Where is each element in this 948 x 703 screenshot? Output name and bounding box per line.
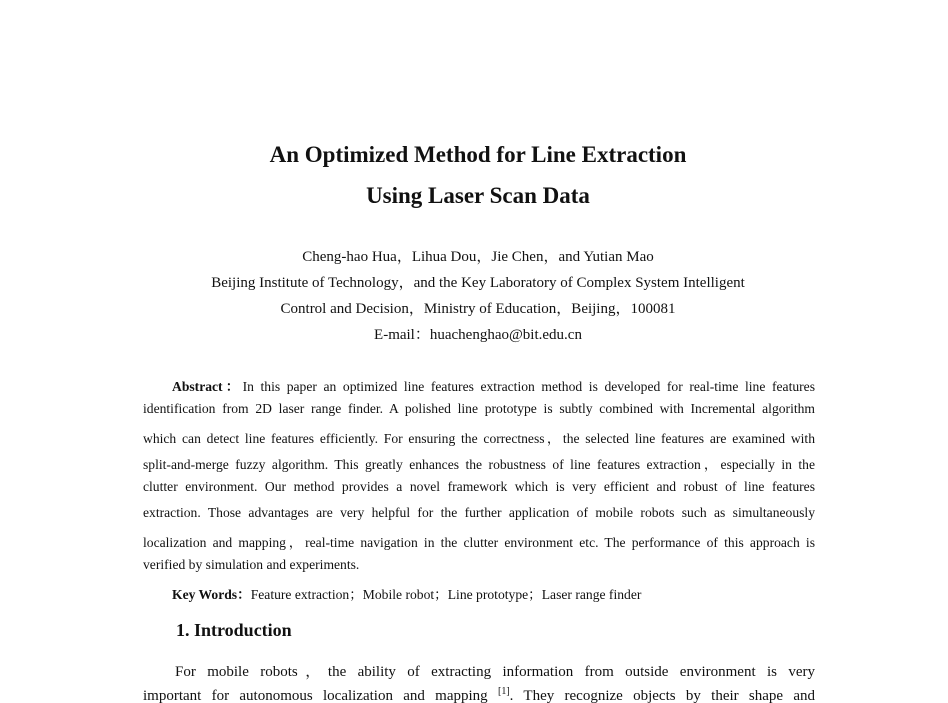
intro-line: For mobile robots，the ability of extracting information from outside environment is very bbox=[175, 664, 815, 680]
affiliation-line-1: Beijing Institute of Technology，and the Key Laboratory of Complex System Intelligent bbox=[211, 275, 745, 291]
authors: Cheng-hao Hua，Lihua Dou，Jie Chen，and Yutian Mao bbox=[302, 249, 654, 265]
keywords bbox=[172, 583, 641, 603]
keywords-text: Feature extraction；Mobile robot；Line prototype；Laser range finder bbox=[250, 587, 642, 602]
abstract-line bbox=[172, 375, 815, 395]
paper-title-line-2: Using Laser Scan Data bbox=[366, 183, 590, 208]
paper-title-line-1: An Optimized Method for Line Extraction bbox=[269, 142, 687, 167]
email: E-mail：huachenghao@bit.edu.cn bbox=[374, 327, 582, 343]
abstract-line: clutter environment. Our method provides a novel framework which is very efficient and robust of line features bbox=[143, 479, 815, 494]
section-heading: 1. Introduction bbox=[176, 620, 292, 640]
abstract-line: which can detect line features efficiently. For ensuring the correctness，the selected line features are examined with bbox=[143, 431, 815, 446]
abstract-line: identification from 2D laser range finder. A polished line prototype is subtly combined with Incremental algorithm bbox=[143, 401, 815, 416]
abstract-label: Abstract： bbox=[172, 379, 243, 394]
keywords-label: Key Words： bbox=[172, 587, 251, 602]
affiliation-line-2: Control and Decision，Ministry of Education，Beijing，100081 bbox=[280, 301, 676, 317]
intro-line bbox=[143, 686, 815, 703]
abstract-text: In this paper an optimized line features extraction method is developed for real-time line features bbox=[242, 379, 815, 394]
abstract-line: localization and mapping，real-time navigation in the clutter environment etc. The performance of this approach is bbox=[143, 535, 815, 550]
abstract-line: verified by simulation and experiments. bbox=[143, 557, 360, 572]
citation: [1] bbox=[497, 686, 510, 697]
abstract-line: extraction. Those advantages are very helpful for the further application of mobile robots such as simultaneously bbox=[143, 505, 815, 520]
intro-text: important for autonomous localization and mapping bbox=[143, 688, 488, 703]
abstract-line: split-and-merge fuzzy algorithm. This greatly enhances the robustness of line features extraction，especially in the bbox=[143, 457, 815, 472]
intro-text: . They recognize objects by their shape and bbox=[509, 688, 816, 703]
